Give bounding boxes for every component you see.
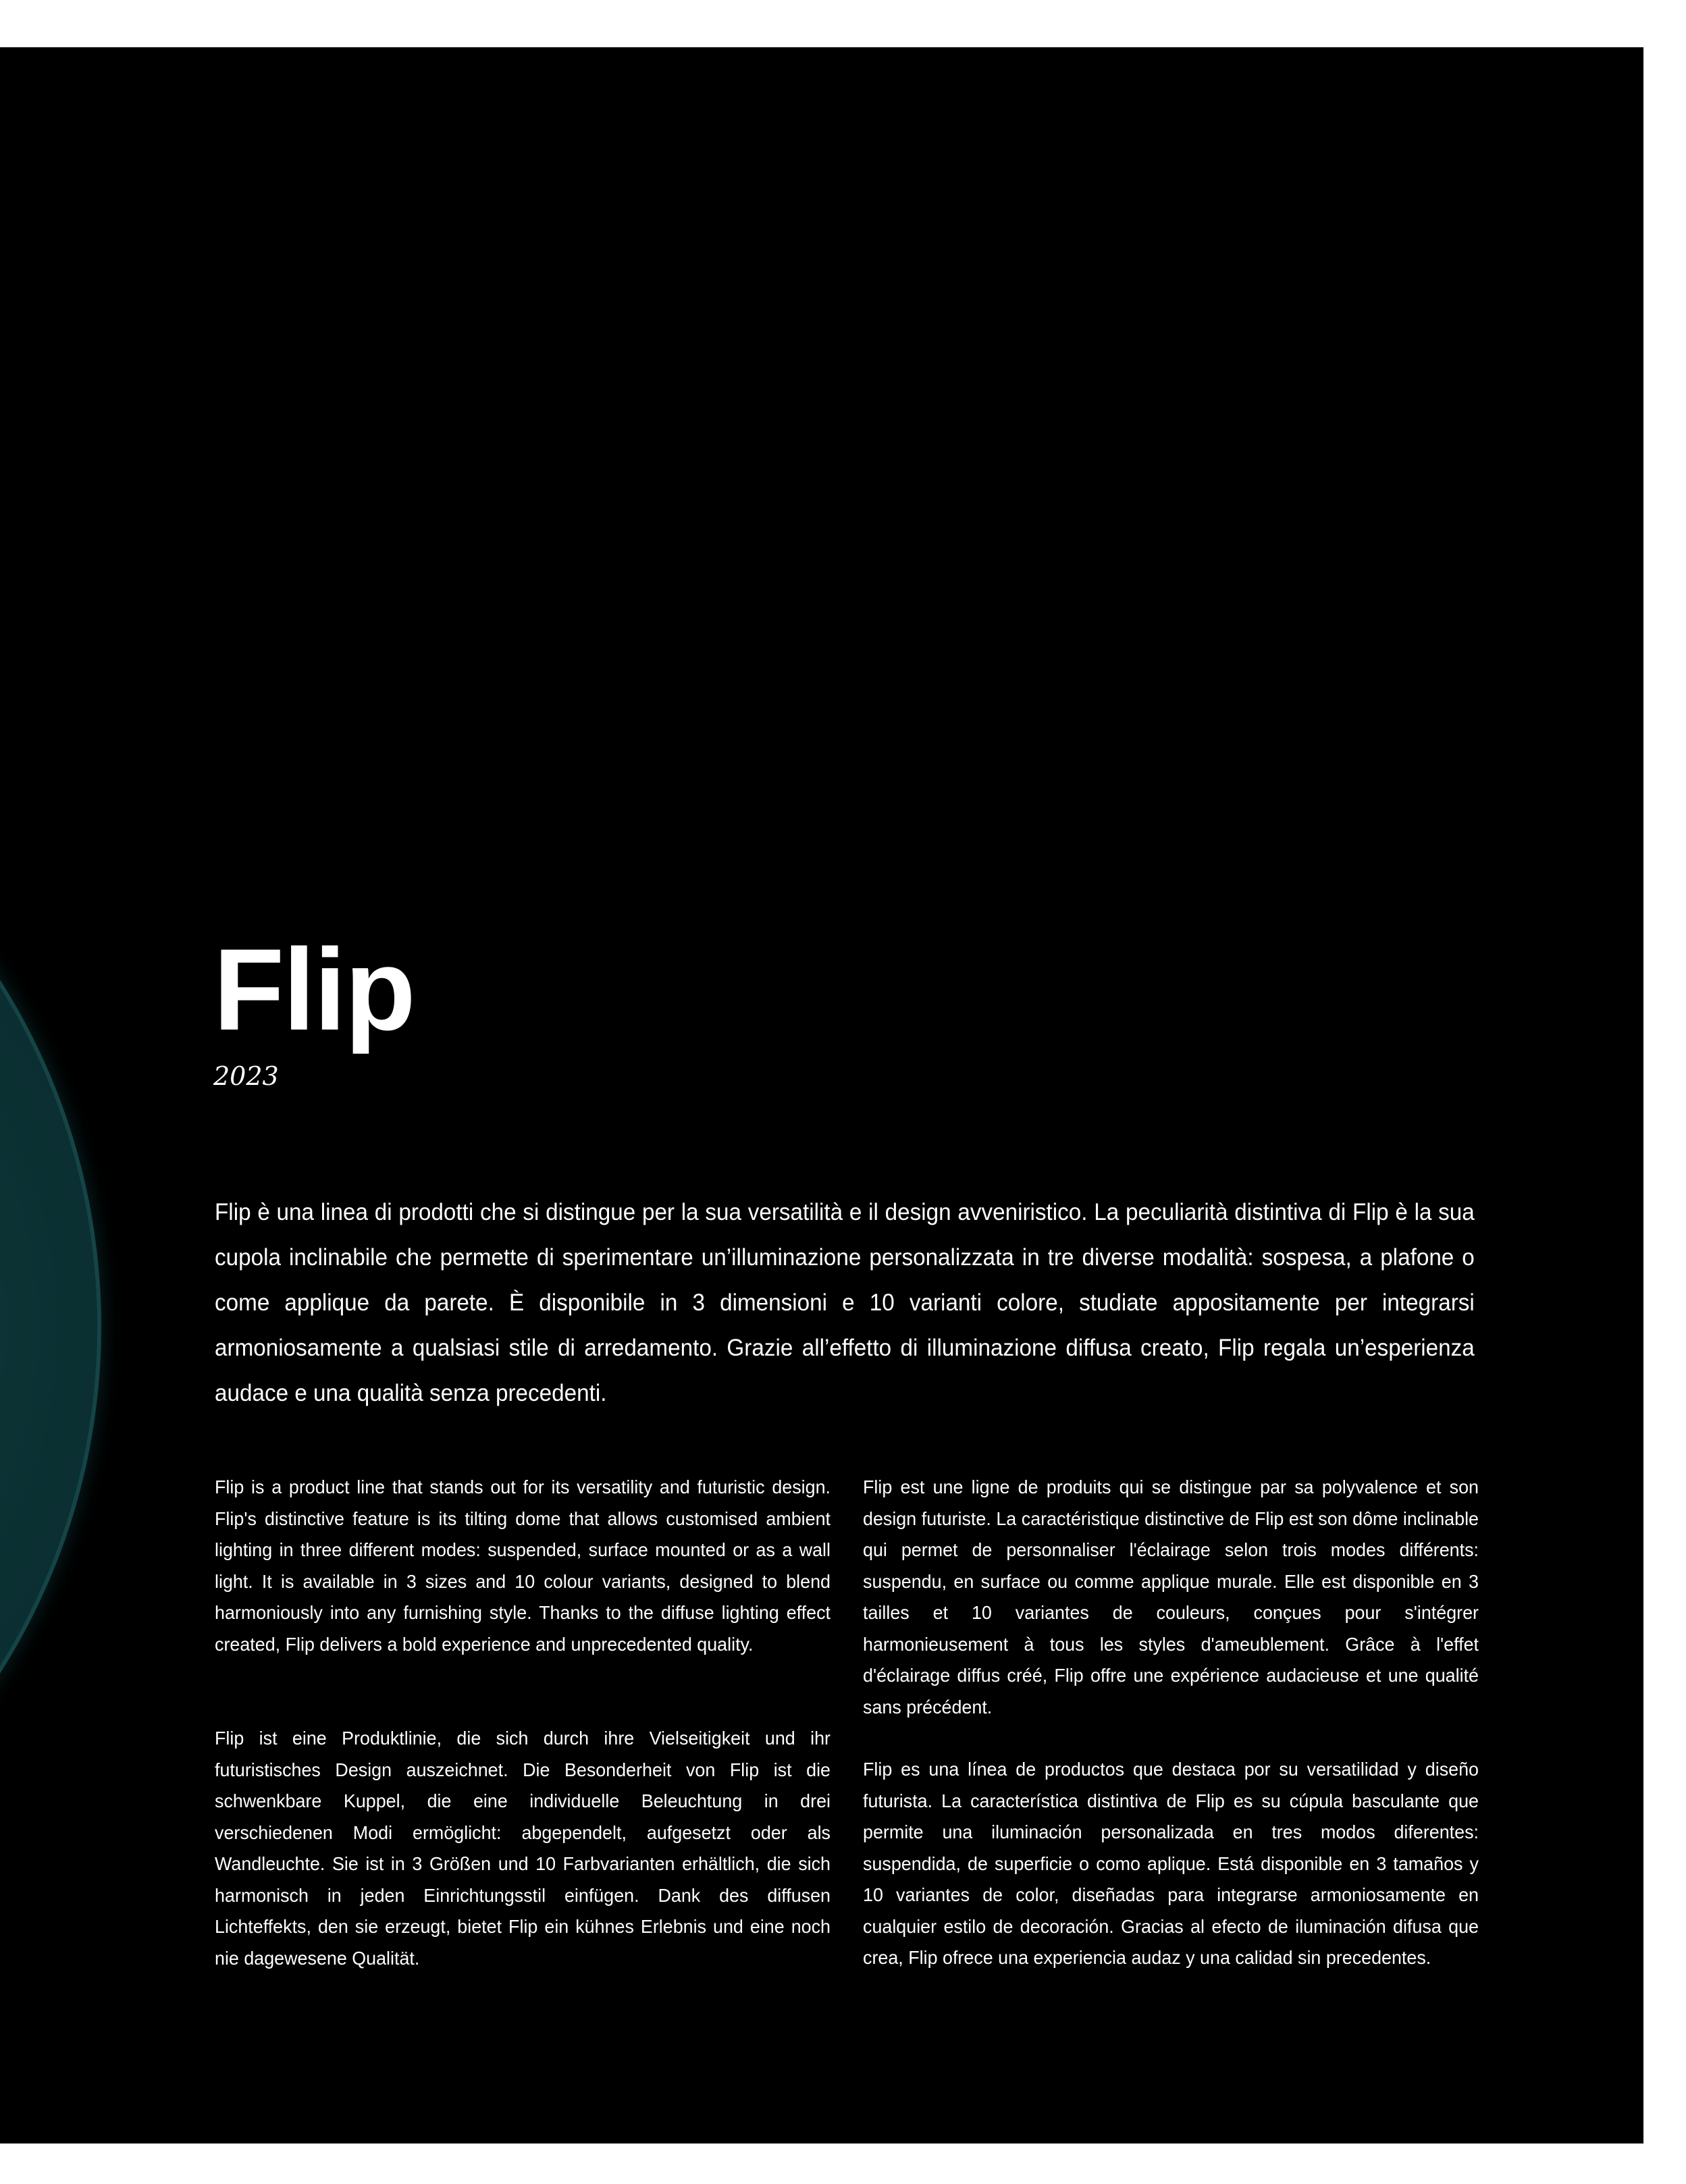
description-spanish: Flip es una línea de productos que destaca por su versatilidad y diseño futurista. La característica distintiva de Flip es su cúpula basculante que permite una iluminación personalizada en tres modos diferentes: suspendida, de superficie o como aplique. Está disponible en 3 tamaños y 10 variantes de color, diseñadas para integrarse armoniosamente en cualquier estilo de decoración. Gracias al efecto de iluminación difusa que crea, Flip ofrece una experiencia audaz y una calidad sin precedentes. [863,1759,1479,1968]
product-year: 2023 [213,1061,279,1091]
lamp-dome-rim [0,682,101,1971]
description-italian: Flip è una linea di prodotti che si distingue per la sua versatilità e il design avveniristico. La peculiarità distintiva di Flip è la sua cupola inclinabile che permette di sperimentare un’illuminazione personalizzata in tre diverse modalità: sospesa, a plafone o come applique da parete. È disponibile in 3 dimensioni e 10 varianti colore, studiate appositamente per integrarsi armoniosamente a qualsiasi stile di arredamento. Grazie all’effetto di illuminazione diffusa creato, Flip regala un’esperienza audace e una qualità senza precedenti. [215,1199,1475,1406]
description-english: Flip is a product line that stands out for its versatility and futuristic design. Flip's distinctive feature is its tilting dome that allows customised ambient lighting in three different modes: suspended, surface mounted or as a wall light. It is available in 3 sizes and 10 colour variants, designed to blend harmoniously into any furnishing style. Thanks to the diffuse lighting effect created, Flip delivers a bold experience and unprecedented quality. [215,1476,831,1655]
description-german: Flip ist eine Produktlinie, die sich durch ihre Vielseitigkeit und ihr futuristisches Design auszeichnet. Die Besonderheit von Flip ist die schwenkbare Kuppel, die eine individuelle Beleuchtung in drei verschiedenen Modi ermöglicht: abgependelt, aufgesetzt oder als Wandleuchte. Sie ist in 3 Größen und 10 Farbvarianten erhältlich, die sich harmonisch in jeden Einrichtungsstil einfügen. Dank des diffusen Lichteffekts, den sie erzeugt, bietet Flip ein kühnes Erlebnis und eine noch nie dagewesene Qualität. [215,1728,831,1969]
description-french: Flip est une ligne de produits qui se distingue par sa polyvalence et son design futuriste. La caractéristique distinctive de Flip est son dôme inclinable qui permet de personnaliser l'éclairage selon trois modes différents: suspendu, en surface ou comme applique murale. Elle est disponible en 3 tailles et 10 variantes de couleurs, conçues pour s'intégrer harmonieusement à tous les styles d'ameublement. Grâce à l'effet d'éclairage diffus créé, Flip offre une expérience audacieuse et une qualité sans précédent. [863,1476,1479,1717]
product-title: Flip [213,925,415,1055]
